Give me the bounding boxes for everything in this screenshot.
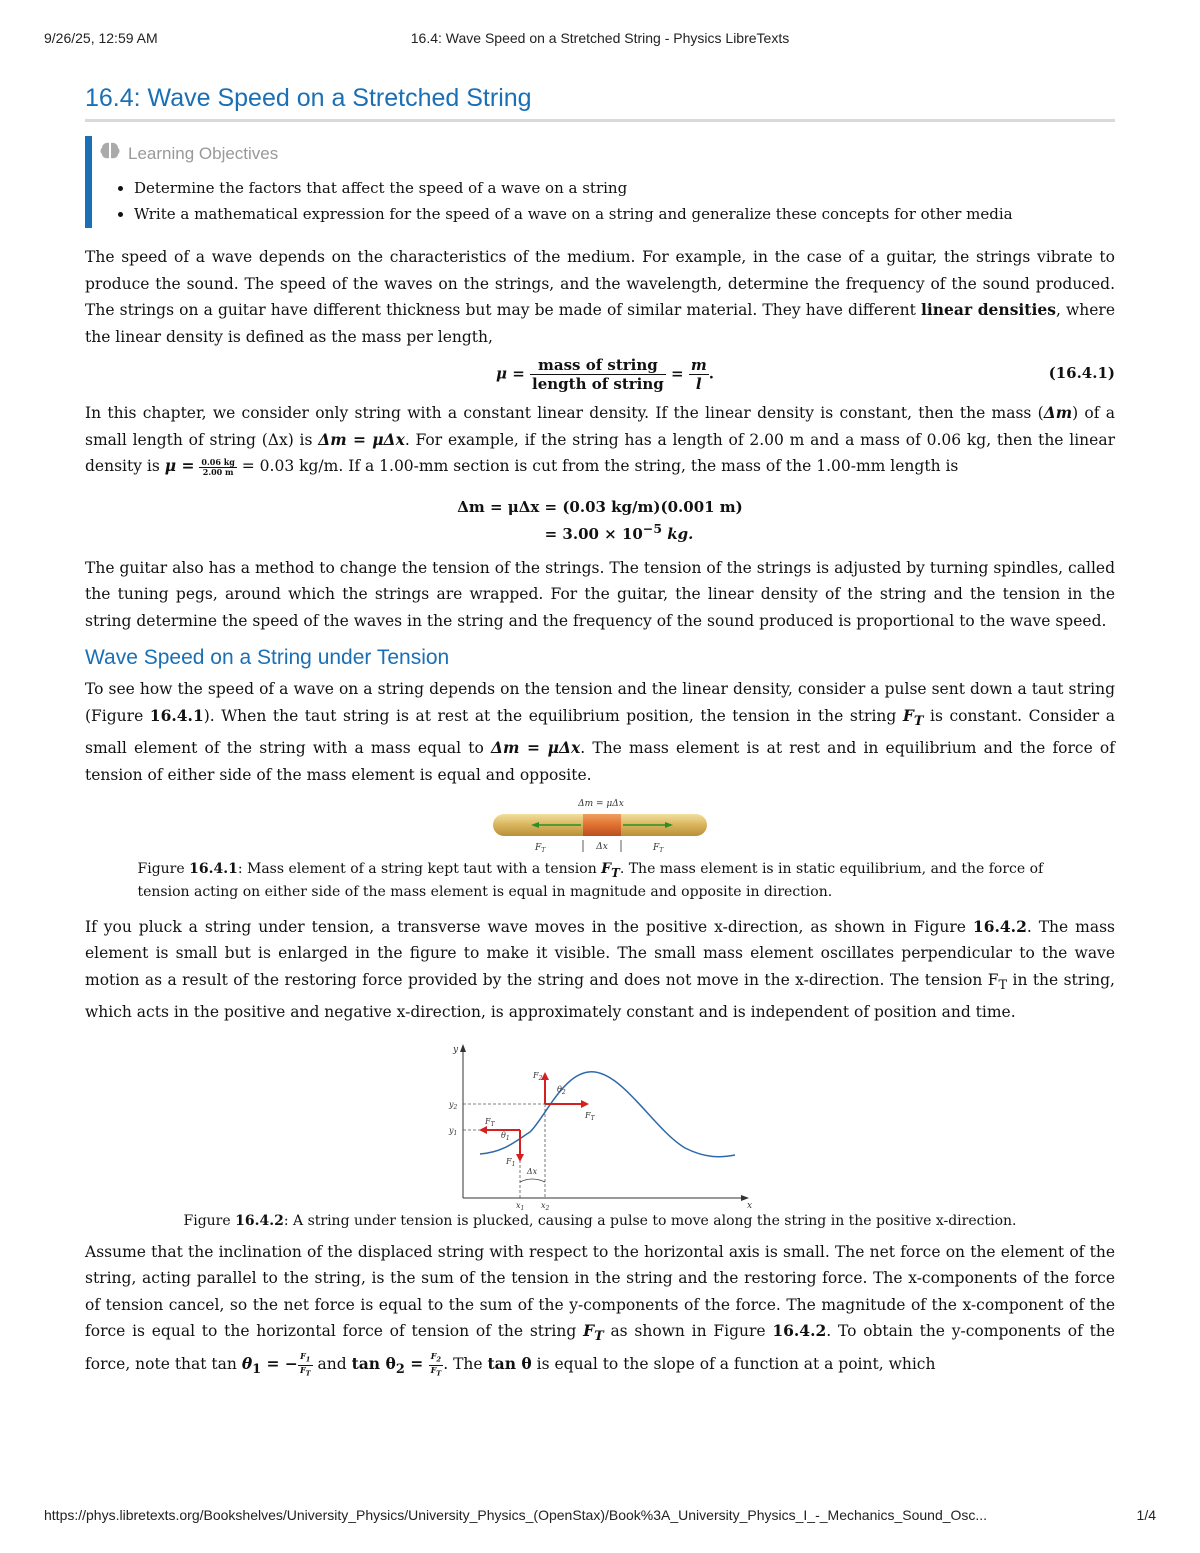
forces-paragraph: Assume that the inclination of the displaced string with respect to the horizontal axis is small. The net force on the element of the string, acting parallel to the string, is the sum of the tension in the string and the restoring force. The x-components of the force of tension cancel, so the net force is equal to the sum of the y-components of the force. The magnitude of the x-component of the force is equal to the horizontal force of tension of the string $F_T$ as shown in Figure 16.4.2. To obtain the y-components of the force, note that $\tan \theta_1$ = − $\frac{F_1}{F_T}$ and $\tan \theta_2$ = $\frac{F_2}{F_T}$ . The tan θ is equal to the slope of a function at a point, which <box>85 1242 1115 1378</box>
learning-objectives-title: Learning Objectives <box>128 143 279 163</box>
theta2-label: $\theta_2$ <box>557 1084 566 1096</box>
intro-paragraph: The speed of a wave depends on the characteristics of the medium. For example, in the case of a guitar, the strings vibrate to produce the sound. The speed of the waves on the strings, and the wavelength, determine the frequency of the sound produced. The strings on a guitar have different thickness but may be made of similar material. They have different linear densities, where the linear density is defined as the mass per length, <box>85 248 1116 346</box>
article <box>85 84 1115 1384</box>
string-element-diagram <box>485 796 715 856</box>
delta-x-label: Δx <box>596 842 608 853</box>
figure-16-4-2 <box>85 1040 1115 1231</box>
list-item: • Write a mathematical expression for the speed of a wave on a string and generalize these concepts for other media <box>134 201 1115 227</box>
equation-16-4-1: μ = $\frac{\text{mass of string}}{\text{length of string}}$ = $\frac{m}{l}$ . (16.4.1) <box>496 356 1115 393</box>
learning-objectives-list <box>100 175 1115 227</box>
learning-objectives-box <box>85 136 1115 228</box>
x1-label: $x_1$ <box>516 1200 525 1210</box>
y2-label: $y_2$ <box>449 1099 458 1111</box>
print-title: 16.4: Wave Speed on a Stretched String - Physics LibreTexts <box>410 30 790 46</box>
y1-label: $y_1$ <box>449 1125 458 1137</box>
figure-16-4-1-caption: Figure 16.4.1: Mass element of a string kept taut with a tension $F_T$. The mass element is in static equilibrium, and the force of tension acting on either side of the mass element is equal in magnitude and opposite in direction. <box>137 861 1044 900</box>
list-item: • Determine the factors that affect the speed of a wave on a string <box>134 175 1115 201</box>
wave-curve <box>480 1072 735 1157</box>
print-url: https://phys.libretexts.org/Bookshelves/University_Physics/University_Physics_(OpenStax)/Book%3A_University_Physics_I_-_Mechanics_Sound_Osc... <box>44 1507 988 1523</box>
left-ft-label: $F_T$ <box>485 1116 495 1128</box>
linear-densities-term: linear densities <box>921 300 1056 319</box>
theta1-label: $\theta_1$ <box>501 1130 510 1142</box>
f1-label: $F_1$ <box>506 1156 516 1168</box>
f2-label: $F_2$ <box>533 1070 543 1082</box>
svg-text:y: y <box>453 1044 459 1055</box>
section-heading: Wave Speed on a String under Tension <box>85 646 450 669</box>
inline-fraction: $\frac{0.06 kg}{2.00 m}$ <box>201 456 235 477</box>
print-datetime: 9/26/25, 12:59 AM <box>44 30 158 46</box>
left-tension-label: $F_T$ <box>535 843 546 855</box>
learning-objectives-header <box>100 142 1115 165</box>
tension-paragraph: To see how the speed of a wave on a string depends on the tension and the linear density, consider a pulse sent down a taut string (Figure 16.4.1). When the taut string is at rest at the equilibrium position, the tension in the string $F_T$ is constant. Consider a small element of the string with a mass equal to Δm = μΔx. The mass element is at rest and in equilibrium and the force of tension of either side of the mass element is equal and opposite. <box>85 680 1116 784</box>
figure-16-4-1 <box>85 796 1115 902</box>
wave-force-diagram <box>445 1040 755 1210</box>
x2-label: $x_2$ <box>541 1200 550 1210</box>
mass-element-label: Δm = μΔx <box>578 799 624 810</box>
print-page-number: 1/4 <box>1136 1507 1156 1523</box>
right-ft-label: $F_T$ <box>585 1110 595 1122</box>
page-title: 16.4: Wave Speed on a Stretched String <box>85 84 1115 122</box>
guitar-tension-paragraph: The guitar also has a method to change the tension of the strings. The tension of the strings is adjusted by turning spindles, called the tuning pegs, around which the strings are wrapped. For the guitar, the linear density of the string and the tension in the string determine the speed of the waves in the string and the frequency of the sound produced is proportional to the wave speed. <box>85 558 1115 630</box>
pluck-paragraph: If you pluck a string under tension, a transverse wave moves in the positive x-direction, as shown in Figure 16.4.2. The mass element is small but is enlarged in the figure to make it visible. The small mass element oscillates perpendicular to the wave motion as a result of the restoring force provided by the string and does not move in the x-direction. The tension $F_T$ in the string, which acts in the positive and negative x-direction, is approximately constant and is independent of position and time. <box>85 916 1115 1022</box>
figure-16-4-2-caption: Figure 16.4.2: A string under tension is plucked, causing a pulse to move along the string in the positive x-direction. <box>183 1212 1017 1229</box>
equation-number: (16.4.1) <box>1048 364 1115 382</box>
mass-element <box>583 814 621 836</box>
delta-x-label: Δx <box>526 1166 538 1176</box>
svg-text:x: x <box>747 1200 753 1210</box>
mass-over-length-fraction: $\frac{\text{mass of string}}{\text{length of string}}$ <box>532 356 664 393</box>
linear-density-paragraph: In this chapter, we consider only string with a constant linear density. If the linear density is constant, then the mass (Δm) of a small length of string (Δx) is Δm = μΔx. For example, if the string has a length of 2.00 m and a mass of 0.06 kg, then the linear density is μ = $\frac{0.06 kg}{2.00 m}$ = 0.03 kg/m. If a 1.00-mm section is cut from the string, the mass of the 1.00-mm length is <box>85 403 1115 477</box>
m-over-l-fraction: $\frac{m}{l}$ <box>690 356 707 393</box>
equation-mass-element: Δm = μΔx = (0.03 kg/m)(0.001 m) = $3.00 \times 10^{-5}$ kg. <box>457 497 743 543</box>
right-tension-label: $F_T$ <box>653 843 664 855</box>
brain-icon <box>100 142 120 165</box>
